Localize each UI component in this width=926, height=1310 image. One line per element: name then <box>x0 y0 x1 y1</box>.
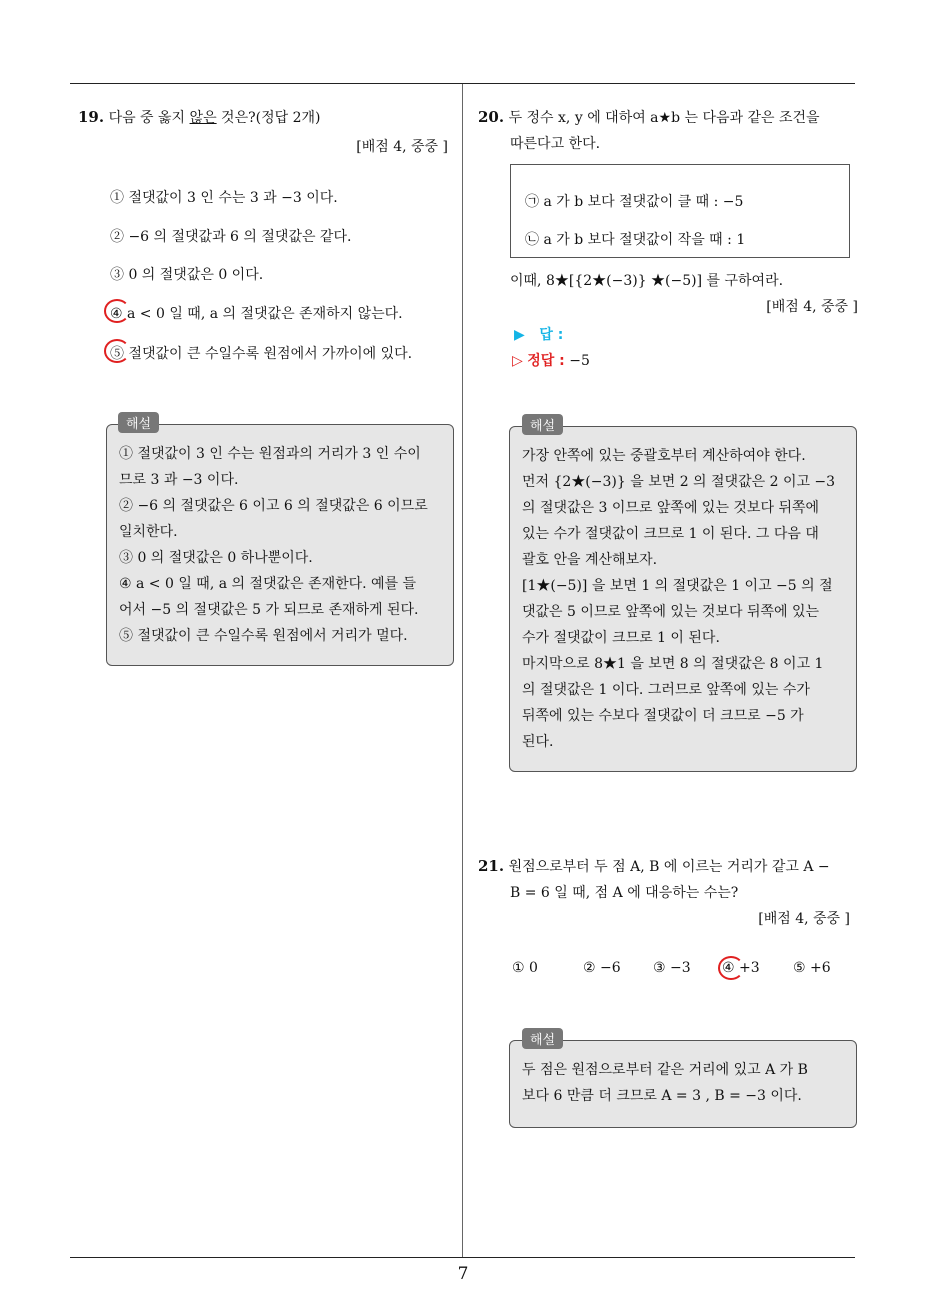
q19-text-b: 것은?(정답 2개) <box>216 110 321 126</box>
q20-score: [배점 4, 중중 ] <box>766 299 858 315</box>
q21-explain-line: 보다 6 만큼 더 크므로 A = 3 , B = −3 이다. <box>522 1088 802 1104</box>
q21-explanation-box <box>509 1040 857 1128</box>
q20-correct-row <box>512 350 590 370</box>
q19-explain-line: ⑤ 절댓값이 큰 수일수록 원점에서 거리가 멀다. <box>119 628 408 644</box>
play-icon: ▶ <box>514 327 525 343</box>
page-number: 7 <box>457 1264 469 1284</box>
q19-explanation-text <box>107 425 453 657</box>
q20-explain-line: 괄호 안을 계산해보자. <box>522 552 658 568</box>
q20-number: 20. <box>478 108 505 126</box>
q21-number: 21. <box>478 857 505 875</box>
q21-answer-mark-4 <box>718 956 744 980</box>
q19-number: 19. <box>78 108 105 126</box>
q21-choice-3: ③ −3 <box>653 960 691 976</box>
q19-explain-line: ② −6 의 절댓값은 6 이고 6 의 절댓값은 6 이므로 <box>119 498 428 514</box>
q20-explain-line: 의 절댓값은 1 이다. 그러므로 앞쪽에 있는 수가 <box>522 682 810 698</box>
q20-question: 이때, 8★[{2★(−3)} ★(−5)] 를 구하여라. <box>510 273 784 289</box>
q19-answer-mark-4 <box>104 299 130 323</box>
q20-explain-line: 된다. <box>522 734 554 750</box>
q19-explanation-box <box>106 424 454 666</box>
hollow-play-icon: ▷ <box>512 353 523 369</box>
q20-explain-line: 수가 절댓값이 크므로 1 이 된다. <box>522 630 720 646</box>
q19-text-underlined: 않은 <box>189 110 217 126</box>
q20-correct-value: −5 <box>569 353 590 369</box>
q20-explanation-box <box>509 426 857 772</box>
q20-explain-line: 뒤쪽에 있는 수보다 절댓값이 더 크므로 −5 가 <box>522 708 804 724</box>
q20-explain-line: 마지막으로 8★1 을 보면 8 의 절댓값은 8 이고 1 <box>522 656 824 672</box>
q20-condition-box <box>510 164 850 258</box>
q20-explain-line: 의 절댓값은 3 이므로 앞쪽에 있는 것보다 뒤쪽에 <box>522 500 820 516</box>
q19-answer-mark-5 <box>104 339 130 363</box>
q21-text-line1: 원점으로부터 두 점 A, B 에 이르는 거리가 같고 A − <box>508 859 830 875</box>
q20-text-line1: 두 정수 x, y 에 대하여 a★b 는 다음과 같은 조건을 <box>508 110 820 126</box>
q19-option-1: ① 절댓값이 3 인 수는 3 과 −3 이다. <box>110 190 338 206</box>
q21-choice-2: ② −6 <box>583 960 621 976</box>
q19-option-5: ⑤ 절댓값이 큰 수일수록 원점에서 가까이에 있다. <box>110 346 413 362</box>
q21-explanation-text <box>510 1041 856 1117</box>
q20-explain-line: 댓값은 5 이므로 앞쪽에 있는 것보다 뒤쪽에 있는 <box>522 604 820 620</box>
q21-header <box>478 856 860 902</box>
q20-answer-label: 답 : <box>539 327 564 343</box>
q19-option-4: ④ a < 0 일 때, a 의 절댓값은 존재하지 않는다. <box>110 306 403 322</box>
q20-condition-1: ㉠ a 가 b 보다 절댓값이 클 때 : −5 <box>525 194 744 210</box>
q20-header <box>478 107 860 153</box>
q20-explain-line: 먼저 {2★(−3)} 을 보면 2 의 절댓값은 2 이고 −3 <box>522 474 836 490</box>
column-divider <box>462 84 463 1258</box>
q20-condition-2: ㉡ a 가 b 보다 절댓값이 작을 때 : 1 <box>525 232 746 248</box>
q19-explain-line: ④ a < 0 일 때, a 의 절댓값은 존재한다. 예를 들 <box>119 576 417 592</box>
q19-option-3: ③ 0 의 절댓값은 0 이다. <box>110 267 264 283</box>
q21-score: [배점 4, 중중 ] <box>758 911 850 927</box>
q20-explanation-text <box>510 427 856 763</box>
q19-explain-line: 므로 3 과 −3 이다. <box>119 472 239 488</box>
q21-text-line2: B = 6 일 때, 점 A 에 대응하는 수는? <box>510 885 739 901</box>
q21-choice-4: ④ +3 <box>722 960 760 976</box>
bottom-rule <box>70 1257 855 1258</box>
q19-text-a: 다음 중 옳지 <box>108 110 190 126</box>
q21-choice-5: ⑤ +6 <box>793 960 831 976</box>
q21-explanation-label: 해설 <box>522 1028 563 1049</box>
q20-explanation-label: 해설 <box>522 414 563 435</box>
q19-explain-line: 일치한다. <box>119 524 178 540</box>
q20-explain-line: 가장 안쪽에 있는 중괄호부터 계산하여야 한다. <box>522 448 806 464</box>
q20-explain-line: [1★(−5)] 을 보면 1 의 절댓값은 1 이고 −5 의 절 <box>522 578 833 594</box>
q19-explain-line: ① 절댓값이 3 인 수는 원점과의 거리가 3 인 수이 <box>119 446 421 462</box>
q20-explain-line: 있는 수가 절댓값이 크므로 1 이 된다. 그 다음 대 <box>522 526 819 542</box>
q20-text-line2: 따른다고 한다. <box>510 136 601 152</box>
q21-explain-line: 두 점은 원점으로부터 같은 거리에 있고 A 가 B <box>522 1062 808 1078</box>
q19-option-2: ② −6 의 절댓값과 6 의 절댓값은 같다. <box>110 229 352 245</box>
q20-correct-label: 정답 : <box>527 353 565 369</box>
q19-header <box>78 107 448 127</box>
q20-answer-row <box>514 324 563 344</box>
q19-score: [배점 4, 중중 ] <box>356 139 448 155</box>
q19-explanation-label: 해설 <box>118 412 159 433</box>
q21-choice-1: ① 0 <box>512 960 538 976</box>
q19-explain-line: 어서 −5 의 절댓값은 5 가 되므로 존재하게 된다. <box>119 602 419 618</box>
q19-explain-line: ③ 0 의 절댓값은 0 하나뿐이다. <box>119 550 313 566</box>
